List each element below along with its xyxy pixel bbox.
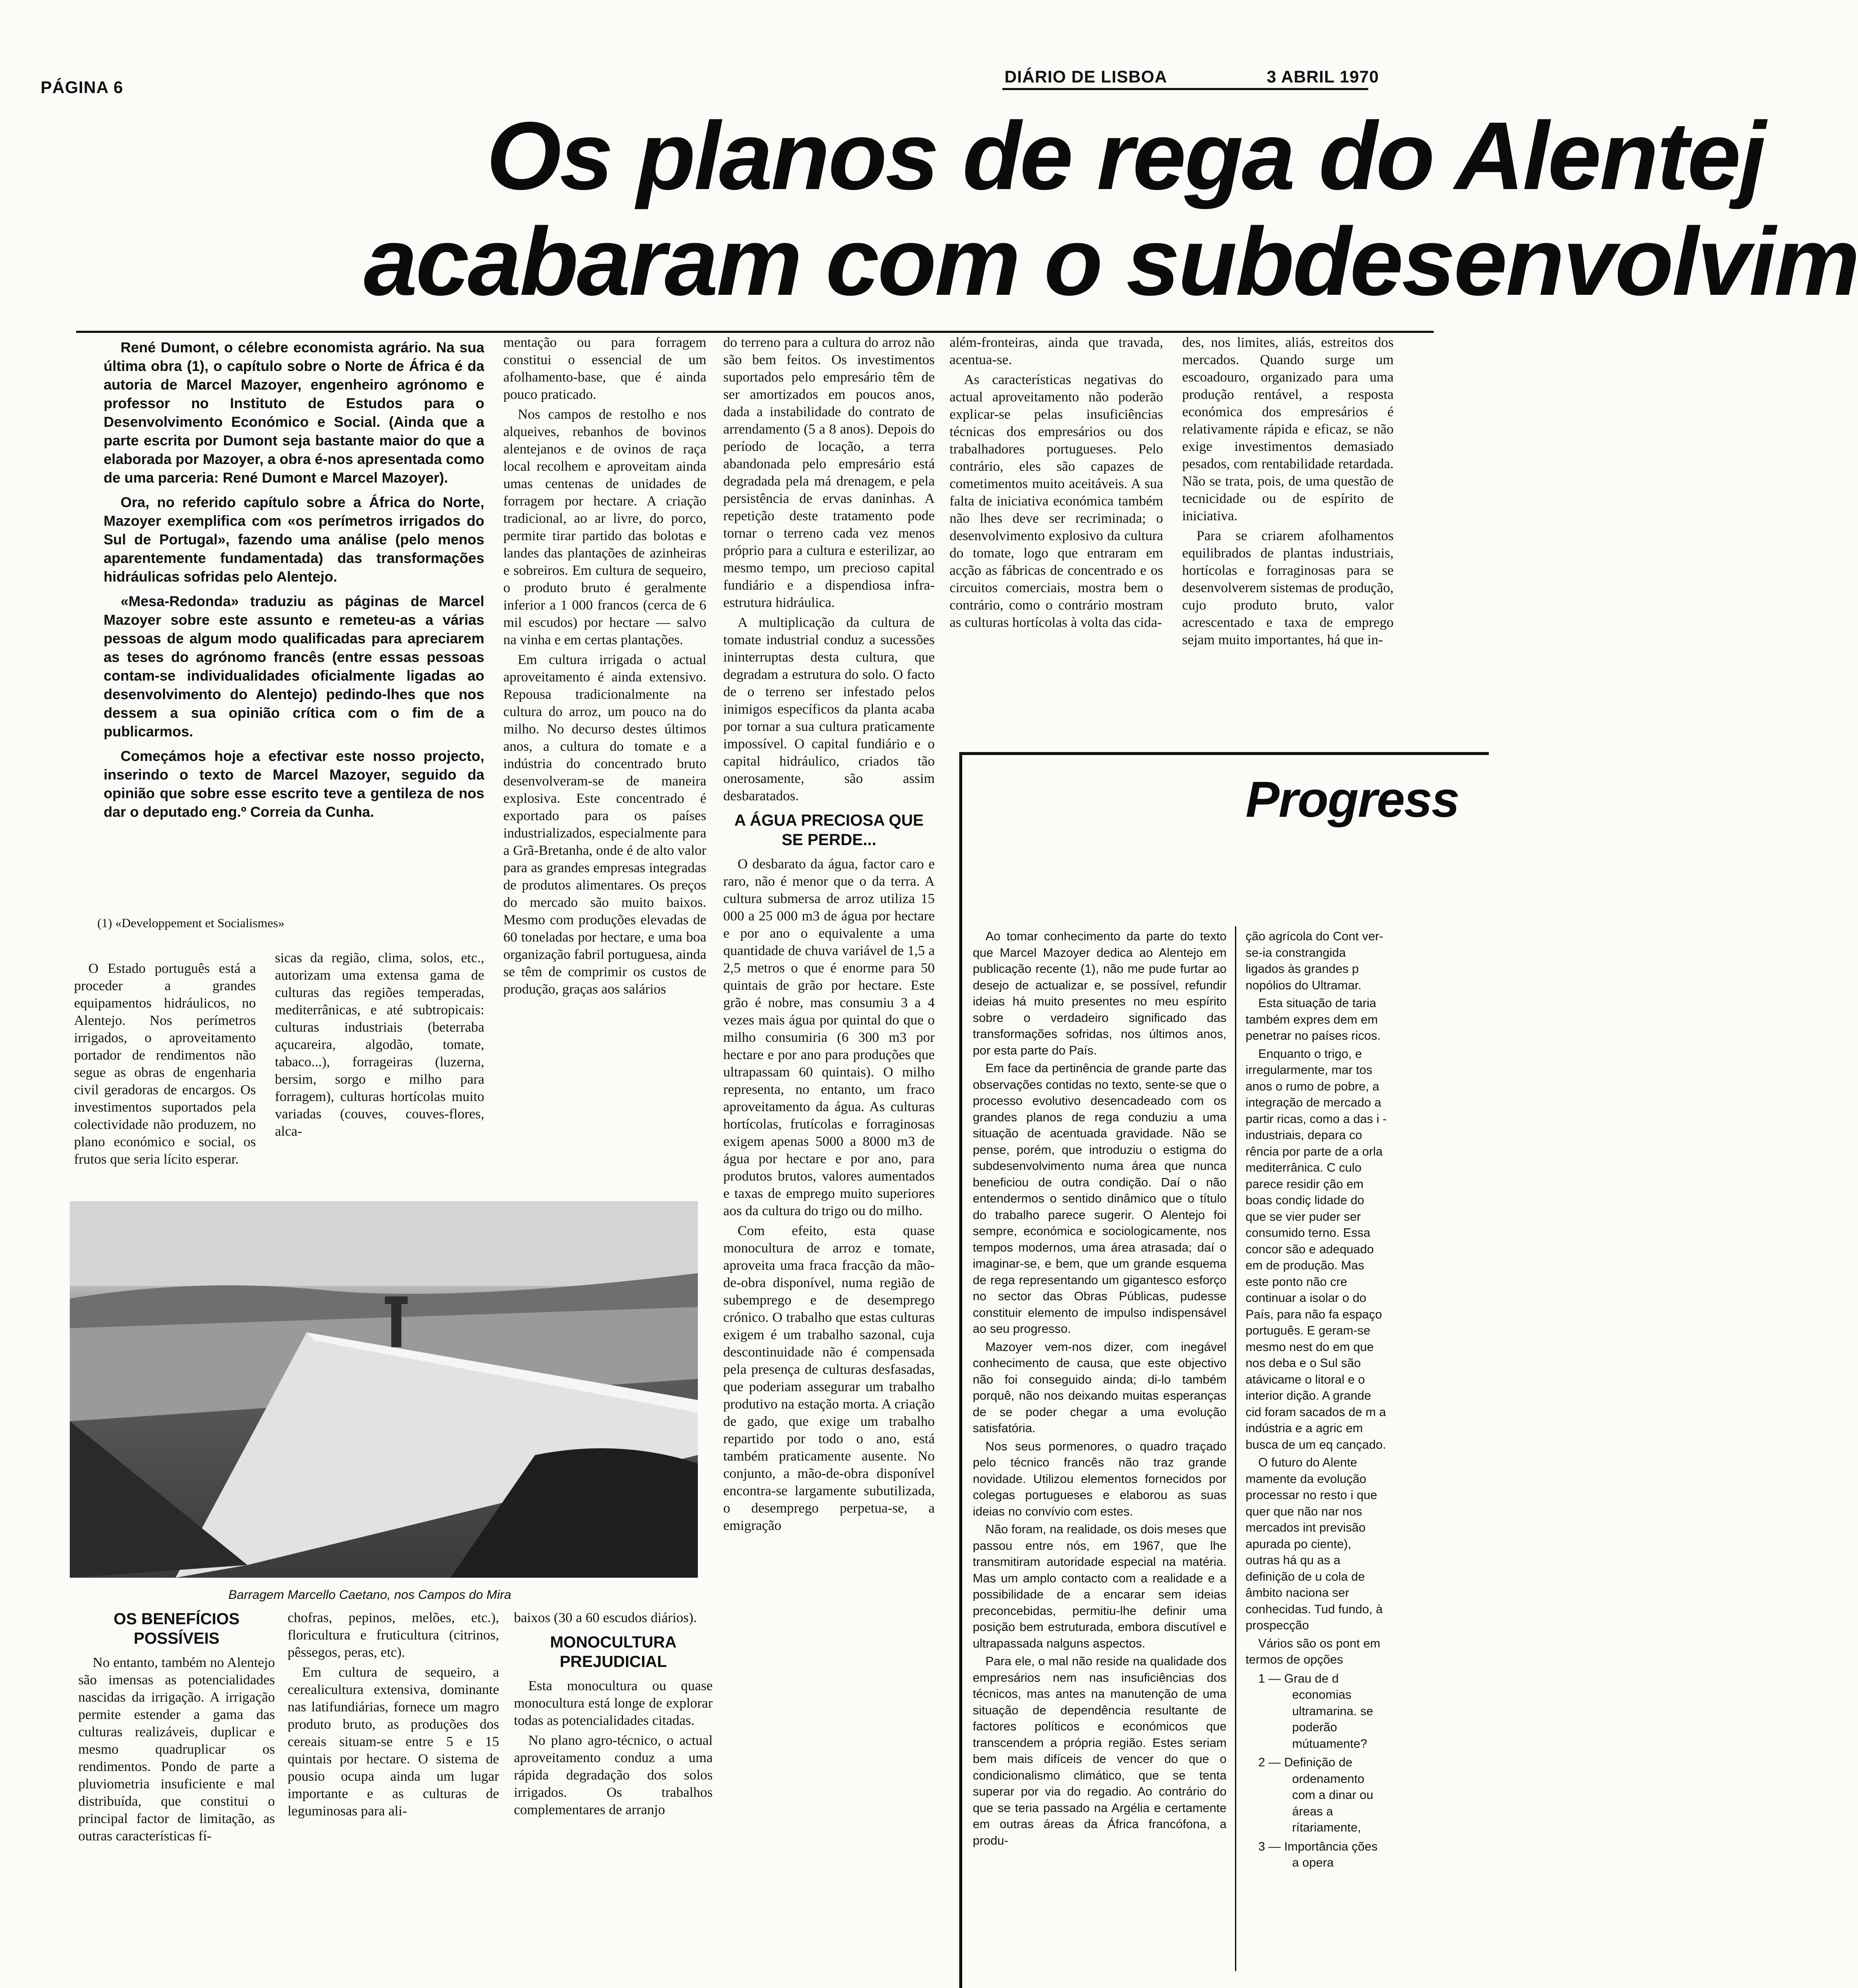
- body-paragraph: No plano agro-técnico, o actual aproveitamento conduz a uma rápida degradação dos solos irrigados. Os trabalhos complementares de arranjo: [514, 1733, 713, 1818]
- box-paragraph: Mazoyer vem-nos dizer, com inegável conhecimento de causa, que este objectivo não foi conseguido ainda; di-lo também porquê, não nos deixando muitas esperanças de se poder chegar a uma evolução satisfatória.: [973, 1340, 1227, 1435]
- body-column-4: [723, 334, 935, 1965]
- body-paragraph: mentação ou para forragem constitui o essencial de um afolhamento-base, que é ainda pouco praticado.: [503, 335, 706, 402]
- body-paragraph: Com efeito, esta quase monocultura de arroz e tomate, aproveita uma fraca fracção da mão-de-obra disponível, numa região de subemprego e de desemprego crónico. O trabalho que estas culturas exigem é um trabalho sazonal, cuja descontinuidade não é compensada pela presença de culturas desfasadas, que poderiam assegurar um trabalho produtivo na estação morta. A criação de gado, que exige um trabalho repartido por todo o ano, está também praticamente ausente. No conjunto, a mão-de-obra disponível encontra-se largamente subutilizada, o desemprego perpetua-se, a emigração: [723, 1223, 935, 1533]
- body-paragraph: baixos (30 a 60 escudos diários).: [514, 1610, 697, 1626]
- intro-paragraph: «Mesa-Redonda» traduziu as páginas de Marcel Mazoyer sobre este assunto e remeteu-as a várias pessoas de algum modo qualificadas para apreciarem as teses do agrónomo francês (entre essas pessoas contam-se individualidades oficialmente ligadas ao desenvolvimento do Alentejo) pedindo-lhes que nos dessem a sua opinião crítica com o fim de a publicarmos.: [104, 593, 484, 740]
- subheading-monoculture: MONOCULTURA PREJUDICIAL: [550, 1634, 677, 1671]
- newspaper-name: DIÁRIO DE LISBOA: [1004, 68, 1167, 86]
- body-column-5: [950, 334, 1163, 740]
- box-paragraph: Em face da pertinência de grande parte das observações contidas no texto, sente-se que o processo evolutivo desencadeado com os grandes planos de rega conduziu a uma situação de acentuada gravidade. Não se pense, porém, que introduziu o estigma do subdesenvolvimento numa área que nunca beneficiou de outra condição. Daí o não entendermos o sentido dinâmico que o título do trabalho parece sugerir. O Alentejo foi sempre, económica e sociologicamente, nos tempos modernos, uma área atrasada; daí o imaginar-se, e bem, que um grande esquema de rega representando um gigantesco esforço no sector das Obras Públicas, pudesse constituir elemento de impulso indispensável ao seu progresso.: [973, 1062, 1227, 1336]
- body-paragraph: Em cultura irrigada o actual aproveitamento é ainda extensivo. Repousa tradicionalmente na cultura do arroz, um pouco na do milho. No decurso destes últimos anos, a cultura do tomate e a indústria do concentrado bruto desenvolveram-se de maneira explosiva. Este concentrado é exportado para os países industrializados, especialmente para a Grã-Bretanha, onde é de alto valor para as grandes empresas integradas de produtos alimentares. Os preços do mercado são muito baixos. Mesmo com produções elevadas de 60 toneladas por hectare, e uma boa organização fabril portuguesa, ainda se têm de comprimir os custos de produção, graças aos salários: [503, 652, 706, 997]
- intro-paragraph: René Dumont, o célebre economista agrário. Na sua última obra (1), o capítulo sobre o Norte de África é da autoria de Marcel Mazoyer, engenheiro agrónomo e professor no Instituto de Estudos para o Desenvolvimento Económico e Social. (Ainda que a parte escrita por Dumont seja bastante maior do que a elaborada por Mazoyer, a obra é-nos apresentada como de uma parceria: René Dumont e Marcel Mazoyer).: [104, 340, 484, 486]
- page-number: PÁGINA 6: [41, 78, 124, 97]
- list-item: 2 — Definição de ordenamento com a dinar ou áreas a rítariamente,: [1258, 1756, 1373, 1834]
- body-column-1: [74, 960, 256, 1197]
- headline-line-2: acabaram com o subdesenvolvim: [364, 208, 1858, 316]
- box-options-list: [1246, 1671, 1387, 1871]
- bottom-column-3: [514, 1609, 713, 1965]
- box-column-divider: [1235, 926, 1236, 1971]
- bottom-column-2: [288, 1609, 499, 1965]
- list-item: 3 — Importância ções a opera: [1258, 1840, 1378, 1870]
- box-paragraph: Vários são os pont em termos de opções: [1246, 1637, 1380, 1667]
- headline-line-1: Os planos de rega do Alentej: [486, 102, 1765, 210]
- photo-caption: Barragem Marcello Caetano, nos Campos do Mira: [228, 1588, 511, 1602]
- body-paragraph: As características negativas do actual aproveitamento não poderão explicar-se pelas insuficiências técnicas dos empresários ou dos trabalhadores portugueses. Pelo contrário, eles são capazes de cometimentos muito aceitáveis. A sua falta de iniciativa económica também não lhes deve ser recriminada; o desenvolvimento explosivo da cultura do tomate, logo que entraram em acção as fábricas de concentrado e os circuitos comerciais, mostra bem o contrário, como o contrário mostram as culturas hortícolas à volta das cida-: [950, 372, 1163, 630]
- subheading-benefits: OS BENEFÍCIOS POSSÍVEIS: [113, 1610, 240, 1648]
- body-paragraph: chofras, pepinos, melões, etc.), floricultura e fruticultura (citrinos, pêssegos, peras, etc).: [288, 1610, 499, 1660]
- body-paragraph: sicas da região, clima, solos, etc., autorizam uma extensa gama de culturas das regiões temperadas, mediterrânicas, e até subtropicais: culturas industriais (beterraba açucareira, algodão, tomate, tabaco...), forrageiras (luzerna, bersim, sorgo e milho para forragem), culturas hortícolas muito variadas (couves, couves-flores, alca-: [275, 950, 484, 1139]
- list-item: 1 — Grau de d economias ultramarina. se poderão mútuamente?: [1258, 1672, 1373, 1751]
- body-column-6: [1182, 334, 1394, 740]
- box-paragraph: Para ele, o mal não reside na qualidade dos empresários nem nas insuficiências dos técnicos, mas antes na manutenção de uma situação de dependência resultante de factores políticos e económicos que transcendem a própria região. Estes seriam bem mais difíceis de vencer do que o condicionalismo climático, que se tenta superar por via do regadio. Ao contrário do que se teria passado na Argélia e certamente em outras áreas da África francófona, a produ-: [973, 1655, 1227, 1848]
- box-paragraph: Não foram, na realidade, os dois meses que passou entre nós, em 1967, que lhe transmitiram autoridade especial na matéria. Mas um amplo contacto com a realidade e a possibilidade de a encarar sem ideias preconcebidas, permitiu-lhe definir uma posição bem estruturada, embora discutível e ultrapassada nalguns aspectos.: [973, 1523, 1227, 1650]
- body-paragraph: Em cultura de sequeiro, a cerealicultura extensiva, dominante nas latifundiárias, fornece um magro produto bruto, as produções dos cereais situam-se entre 5 e 15 quintais por hectare. O sistema de pousio ocupa ainda um lugar importante e as culturas de leguminosas para ali-: [288, 1665, 499, 1819]
- body-paragraph: des, nos limites, aliás, estreitos dos mercados. Quando surge um escoadouro, organizado para uma produção rentável, a resposta económica dos empresários é relativamente rápida e eficaz, se não exige investimentos demasiado pesados, com rentabilidade retardada. Não se trata, pois, de uma questão de tecnicidade ou de espírito de iniciativa.: [1182, 335, 1394, 524]
- box-paragraph: ção agrícola do Cont ver-se-ia constrangida ligados às grandes p nopólios do Ultramar.: [1246, 930, 1383, 992]
- box-border-left: [959, 752, 962, 1988]
- footnote: (1) «Developpement et Socialismes»: [97, 916, 285, 930]
- body-paragraph: O Estado português está a proceder a grandes equipamentos hidráulicos, no Alentejo. Nos perímetros irrigados, o aproveitamento portador de rendimentos não segue as obras de engenharia civil geradoras de encargos. Os investimentos suportados pela colectividade não produzem, no plano económico e social, os frutos que seria lícito esperar.: [74, 961, 256, 1167]
- box-paragraph: Esta situação de taria também expres dem em penetrar no países ricos.: [1246, 997, 1381, 1043]
- bottom-column-1: [78, 1609, 275, 1965]
- dam-illustration: [70, 1201, 698, 1578]
- box-paragraph: O futuro do Alente mamente da evolução processar no resto i que quer que não nar nos mercados int previsão apurada po ciente), outras há qu as a definição de u cola de âmbito naciona ser conhecidas. Tud fundo, à prospecção: [1246, 1456, 1383, 1632]
- box-title: Progress: [1246, 771, 1459, 828]
- body-paragraph: A multiplicação da cultura de tomate industrial conduz a sucessões ininterruptas desta cultura, que degradam a estrutura do solo. O facto de o terreno ser infestado pelos inimigos específicos da planta acaba por tornar a sua cultura praticamente impossível. O capital fundiário e o capital hidráulico, criados tão onerosamente, são assim desbaratados.: [723, 615, 935, 804]
- box-paragraph: Enquanto o trigo, e irregularmente, mar tos anos o rumo de pobre, a integração de mercado a partir ricas, como a das i -industriais, depara co rência por parte de a orla mediterrânica. C culo parece residir ção em boas condiç lidade do que se vier puder ser consumido terno. Essa concor são e adequado em de produção. Mas este ponto não cre continuar a isolar o do País, para não fa espaço português. E geram-se mesmo nest do em que nos deba e o Sul são atávicame o litoral e o interior dição. A grande cid foram sacados de m a indústria e a agric em busca de um eq cançado.: [1246, 1047, 1387, 1452]
- intro-paragraph: Ora, no referido capítulo sobre a África do Norte, Mazoyer exemplifica com «os perímetros irrigados do Sul de Portugal», fazendo uma análise (pelo menos aparentemente fundamentada) das transformações hidráulicas sofridas pelo Alentejo.: [104, 494, 484, 585]
- body-column-2: [275, 950, 484, 1197]
- dam-photo: [70, 1201, 698, 1578]
- header-rule: [1002, 88, 1368, 90]
- intro-paragraph: Começámos hoje a efectivar este nosso projecto, inserindo o texto de Marcel Mazoyer, seguido da opinião que sobre esse escrito teve a gentileza de nos dar o deputado eng.º Correia da Cunha.: [104, 748, 484, 820]
- subheading-water: A ÁGUA PRECIOSA QUE SE PERDE...: [734, 812, 924, 849]
- box-column-1: [973, 928, 1227, 1969]
- body-paragraph: O desbarato da água, factor caro e raro, não é menor que o da terra. A cultura submersa de arroz utiliza 15 000 a 25 000 m3 de água por hectare e por ano o equivalente a uma quantidade de chuva variável de 1,5 a 2,5 metros o que é enorme para 50 quintais de grão por hectare. Este grão é nobre, mas consumiu 3 a 4 vezes mais água por quintal do que o milho consumiria (6 300 m3 por hectare e por ano para produções que ultrapassam 60 quintais). O milho representa, no entanto, um fraco aproveitamento da água. As culturas hortícolas, frutícolas e forraginosas exigem apenas 5000 a 8000 m3 de água por hectare e por ano, para produtos brutos, valores aumentados e taxas de emprego muito superiores aos da cultura do trigo ou do milho.: [723, 857, 935, 1219]
- body-paragraph: Nos campos de restolho e nos alqueives, rebanhos de bovinos alentejanos e de ovinos de raça local recolhem e aproveitam ainda umas centenas de unidades de forragem por hectare. A criação tradicional, ao ar livre, do porco, permite tirar partido das bolotas e landes das plantações de azinheiras e sobreiros. Em cultura de sequeiro, o produto bruto é geralmente inferior a 1 000 francos (cerca de 6 mil escudos) por hectare — salvo na vinha e em certas plantações.: [503, 407, 706, 648]
- body-paragraph: Esta monocultura ou quase monocultura está longe de explorar todas as potencialidades citadas.: [514, 1678, 713, 1728]
- box-paragraph: Nos seus pormenores, o quadro traçado pelo técnico francês não traz grande novidade. Utilizou elementos fornecidos por colegas portugueses e elaborou as suas ideias no convívio com estes.: [973, 1439, 1227, 1518]
- box-border-top: [959, 752, 1489, 755]
- headline-rule: [76, 331, 1434, 333]
- body-paragraph: além-fronteiras, ainda que travada, acentua-se.: [950, 335, 1163, 368]
- body-paragraph: No entanto, também no Alentejo são imensas as potencialidades nascidas da irrigação. A irrigação permite estender a gama das culturas realizáveis, duplicar e mesmo quadruplicar os rendimentos. Pondo de parte a pluviometria insuficiente e mal distribuída, que constitui o principal factor de limitação, as outras características fí-: [78, 1655, 275, 1844]
- body-paragraph: do terreno para a cultura do arroz não são bem feitos. Os investimentos suportados pelo empresário têm de ser amortizados em poucos anos, dada a instabilidade do contrato de arrendamento (5 a 8 anos). Depois do período de locação, a terra abandonada pelo empresário está degradada pela má drenagem, e pela persistência de ervas daninhas. A repetição deste tratamento pode tornar o terreno cada vez menos próprio para a cultura e esterilizar, ao mesmo tempo, um precioso capital fundiário e a dispendiosa infra-estrutura hidráulica.: [723, 335, 935, 610]
- box-column-2: [1246, 928, 1387, 1969]
- intro-block: [104, 338, 484, 901]
- issue-date: 3 ABRIL 1970: [1267, 68, 1379, 86]
- body-paragraph: Para se criarem afolhamentos equilibrados de plantas industriais, hortícolas e forraginosas para se desenvolverem sistemas de produção, cujo produto bruto, valor acrescentado e taxa de emprego sejam muito importantes, há que in-: [1182, 528, 1394, 648]
- body-column-3: [503, 334, 706, 1197]
- box-paragraph: Ao tomar conhecimento da parte do texto que Marcel Mazoyer dedica ao Alentejo em publicação recente (1), não me pude furtar ao desejo de actualizar e, se possível, refundir ideias há muito presentes no meu espírito sobre o verdadeiro significado das transformações sofridas, nos últimos anos, por esta parte do País.: [973, 930, 1227, 1057]
